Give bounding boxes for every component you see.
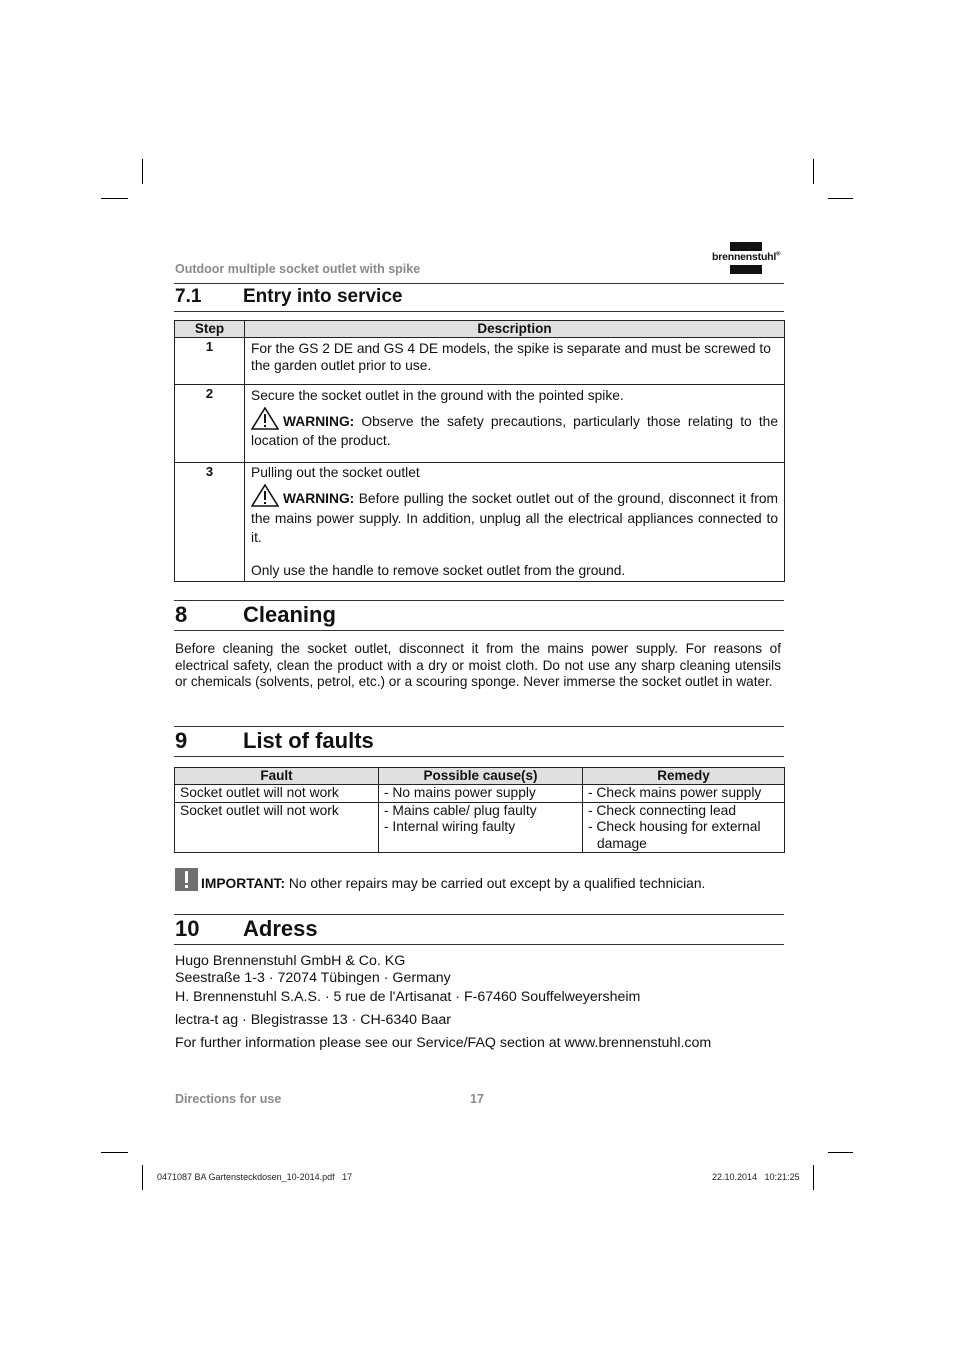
- section-number: 8: [175, 602, 188, 627]
- address-line: H. Brennenstuhl S.A.S. · 5 rue de l'Artisanat · F-67460 Souffelweyersheim: [175, 989, 641, 1005]
- cleaning-paragraph: Before cleaning the socket outlet, disconnect it from the mains power supply. For reasons of electrical safety, clean the product with a dry or moist cloth. Do not use any sharp cleaning utensils or chemicals (solvents, petrol, etc.) or a scouring sponge. Never immerse the socket outlet in water.: [175, 641, 781, 690]
- logo-text: brennenstuhl: [712, 251, 777, 263]
- section-rule: [174, 630, 784, 631]
- cause-line: - Internal wiring faulty: [384, 819, 516, 834]
- section-rule: [174, 600, 784, 601]
- table-row: [175, 338, 785, 385]
- warning-text: Observe the safety precautions, particularly those relating to the location of the product.: [251, 414, 778, 448]
- entry-steps-table: [174, 320, 785, 582]
- section-rule: [174, 756, 784, 757]
- col-header-description: Description: [245, 321, 785, 338]
- table-header-row: [175, 768, 785, 785]
- page-number: 17: [470, 1092, 484, 1106]
- section-number: 9: [175, 728, 188, 753]
- warning-note: [251, 407, 778, 450]
- fault-cell: Socket outlet will not work: [175, 802, 379, 853]
- table-row: [175, 785, 785, 803]
- faults-table: [174, 767, 785, 853]
- address-line: Seestraße 1-3 · 72074 Tübingen · Germany: [175, 970, 451, 986]
- footer-title: Directions for use: [175, 1092, 282, 1106]
- crop-mark: [813, 1165, 814, 1190]
- remedy-line: - Check housing for external: [588, 819, 761, 834]
- step-number: 1: [175, 338, 245, 385]
- col-header-remedy: Remedy: [583, 768, 785, 785]
- important-text: No other repairs may be carried out except by a qualified technician.: [288, 876, 706, 891]
- important-label: IMPORTANT:: [201, 876, 286, 891]
- warning-triangle-icon: [251, 484, 279, 507]
- step-text: Pulling out the socket outlet: [251, 465, 420, 480]
- step-description: For the GS 2 DE and GS 4 DE models, the spike is separate and must be screwed to the garden outlet prior to use.: [245, 338, 785, 385]
- logo-registered-mark: ®: [776, 251, 781, 258]
- crop-mark: [828, 1152, 853, 1153]
- step-text: Secure the socket outlet in the ground with the pointed spike.: [251, 388, 624, 403]
- table-row: [175, 802, 785, 853]
- section-title: Cleaning: [243, 602, 336, 627]
- step-extra-text: Only use the handle to remove socket outlet from the ground.: [251, 562, 626, 578]
- step-number: 3: [175, 463, 245, 582]
- section-title: Entry into service: [243, 286, 403, 307]
- step-number: 2: [175, 385, 245, 463]
- section-number: 10: [175, 916, 200, 941]
- section-title: Adress: [243, 916, 318, 941]
- table-row: [175, 463, 785, 582]
- fault-cell: Socket outlet will not work: [175, 785, 379, 803]
- section-rule: [174, 283, 784, 284]
- header-subtitle: Outdoor multiple socket outlet with spike: [175, 262, 421, 276]
- cause-cell: [379, 802, 583, 853]
- cause-line: - Mains cable/ plug faulty: [384, 802, 537, 818]
- col-header-step: Step: [175, 321, 245, 338]
- address-line: lectra-t ag · Blegistrasse 13 · CH-6340 Baar: [175, 1012, 451, 1028]
- print-datetime: 22.10.2014 10:21:25: [712, 1172, 800, 1182]
- remedy-cell: - Check mains power supply: [583, 785, 785, 803]
- crop-mark: [101, 198, 128, 199]
- section-rule: [174, 914, 784, 915]
- col-header-causes: Possible cause(s): [379, 768, 583, 785]
- table-row: [175, 385, 785, 463]
- remedy-line: - Check connecting lead: [588, 802, 737, 818]
- section-title: List of faults: [243, 728, 374, 753]
- section-rule: [174, 726, 784, 727]
- important-note: [175, 868, 795, 891]
- crop-mark: [142, 159, 143, 184]
- step-description: [245, 385, 785, 463]
- section-rule: [174, 311, 784, 312]
- brand-logo: [712, 242, 784, 276]
- warning-note: [251, 484, 778, 548]
- crop-mark: [142, 1165, 143, 1190]
- remedy-line: damage: [597, 835, 647, 851]
- warning-label: WARNING:: [283, 491, 355, 506]
- warning-triangle-icon: [251, 407, 279, 430]
- address-line: Hugo Brennenstuhl GmbH & Co. KG: [175, 953, 406, 969]
- section-number: 7.1: [175, 286, 202, 307]
- crop-mark: [101, 1152, 128, 1153]
- info-line: For further information please see our Service/FAQ section at www.brennenstuhl.com: [175, 1035, 712, 1051]
- crop-mark: [828, 198, 853, 199]
- warning-text: Before pulling the socket outlet out of the ground, disconnect it from the mains power supply. In addition, unplug all the electrical appliances connected to it.: [251, 491, 778, 545]
- step-description: [245, 463, 785, 582]
- section-rule: [174, 944, 784, 945]
- crop-mark: [813, 159, 814, 184]
- cause-cell: - No mains power supply: [379, 785, 583, 803]
- exclamation-box-icon: [175, 868, 198, 891]
- table-header-row: [175, 321, 785, 338]
- col-header-fault: Fault: [175, 768, 379, 785]
- print-file-info: 0471087 BA Gartensteckdosen_10-2014.pdf 17: [157, 1172, 353, 1182]
- remedy-cell: [583, 802, 785, 853]
- warning-label: WARNING:: [283, 414, 355, 429]
